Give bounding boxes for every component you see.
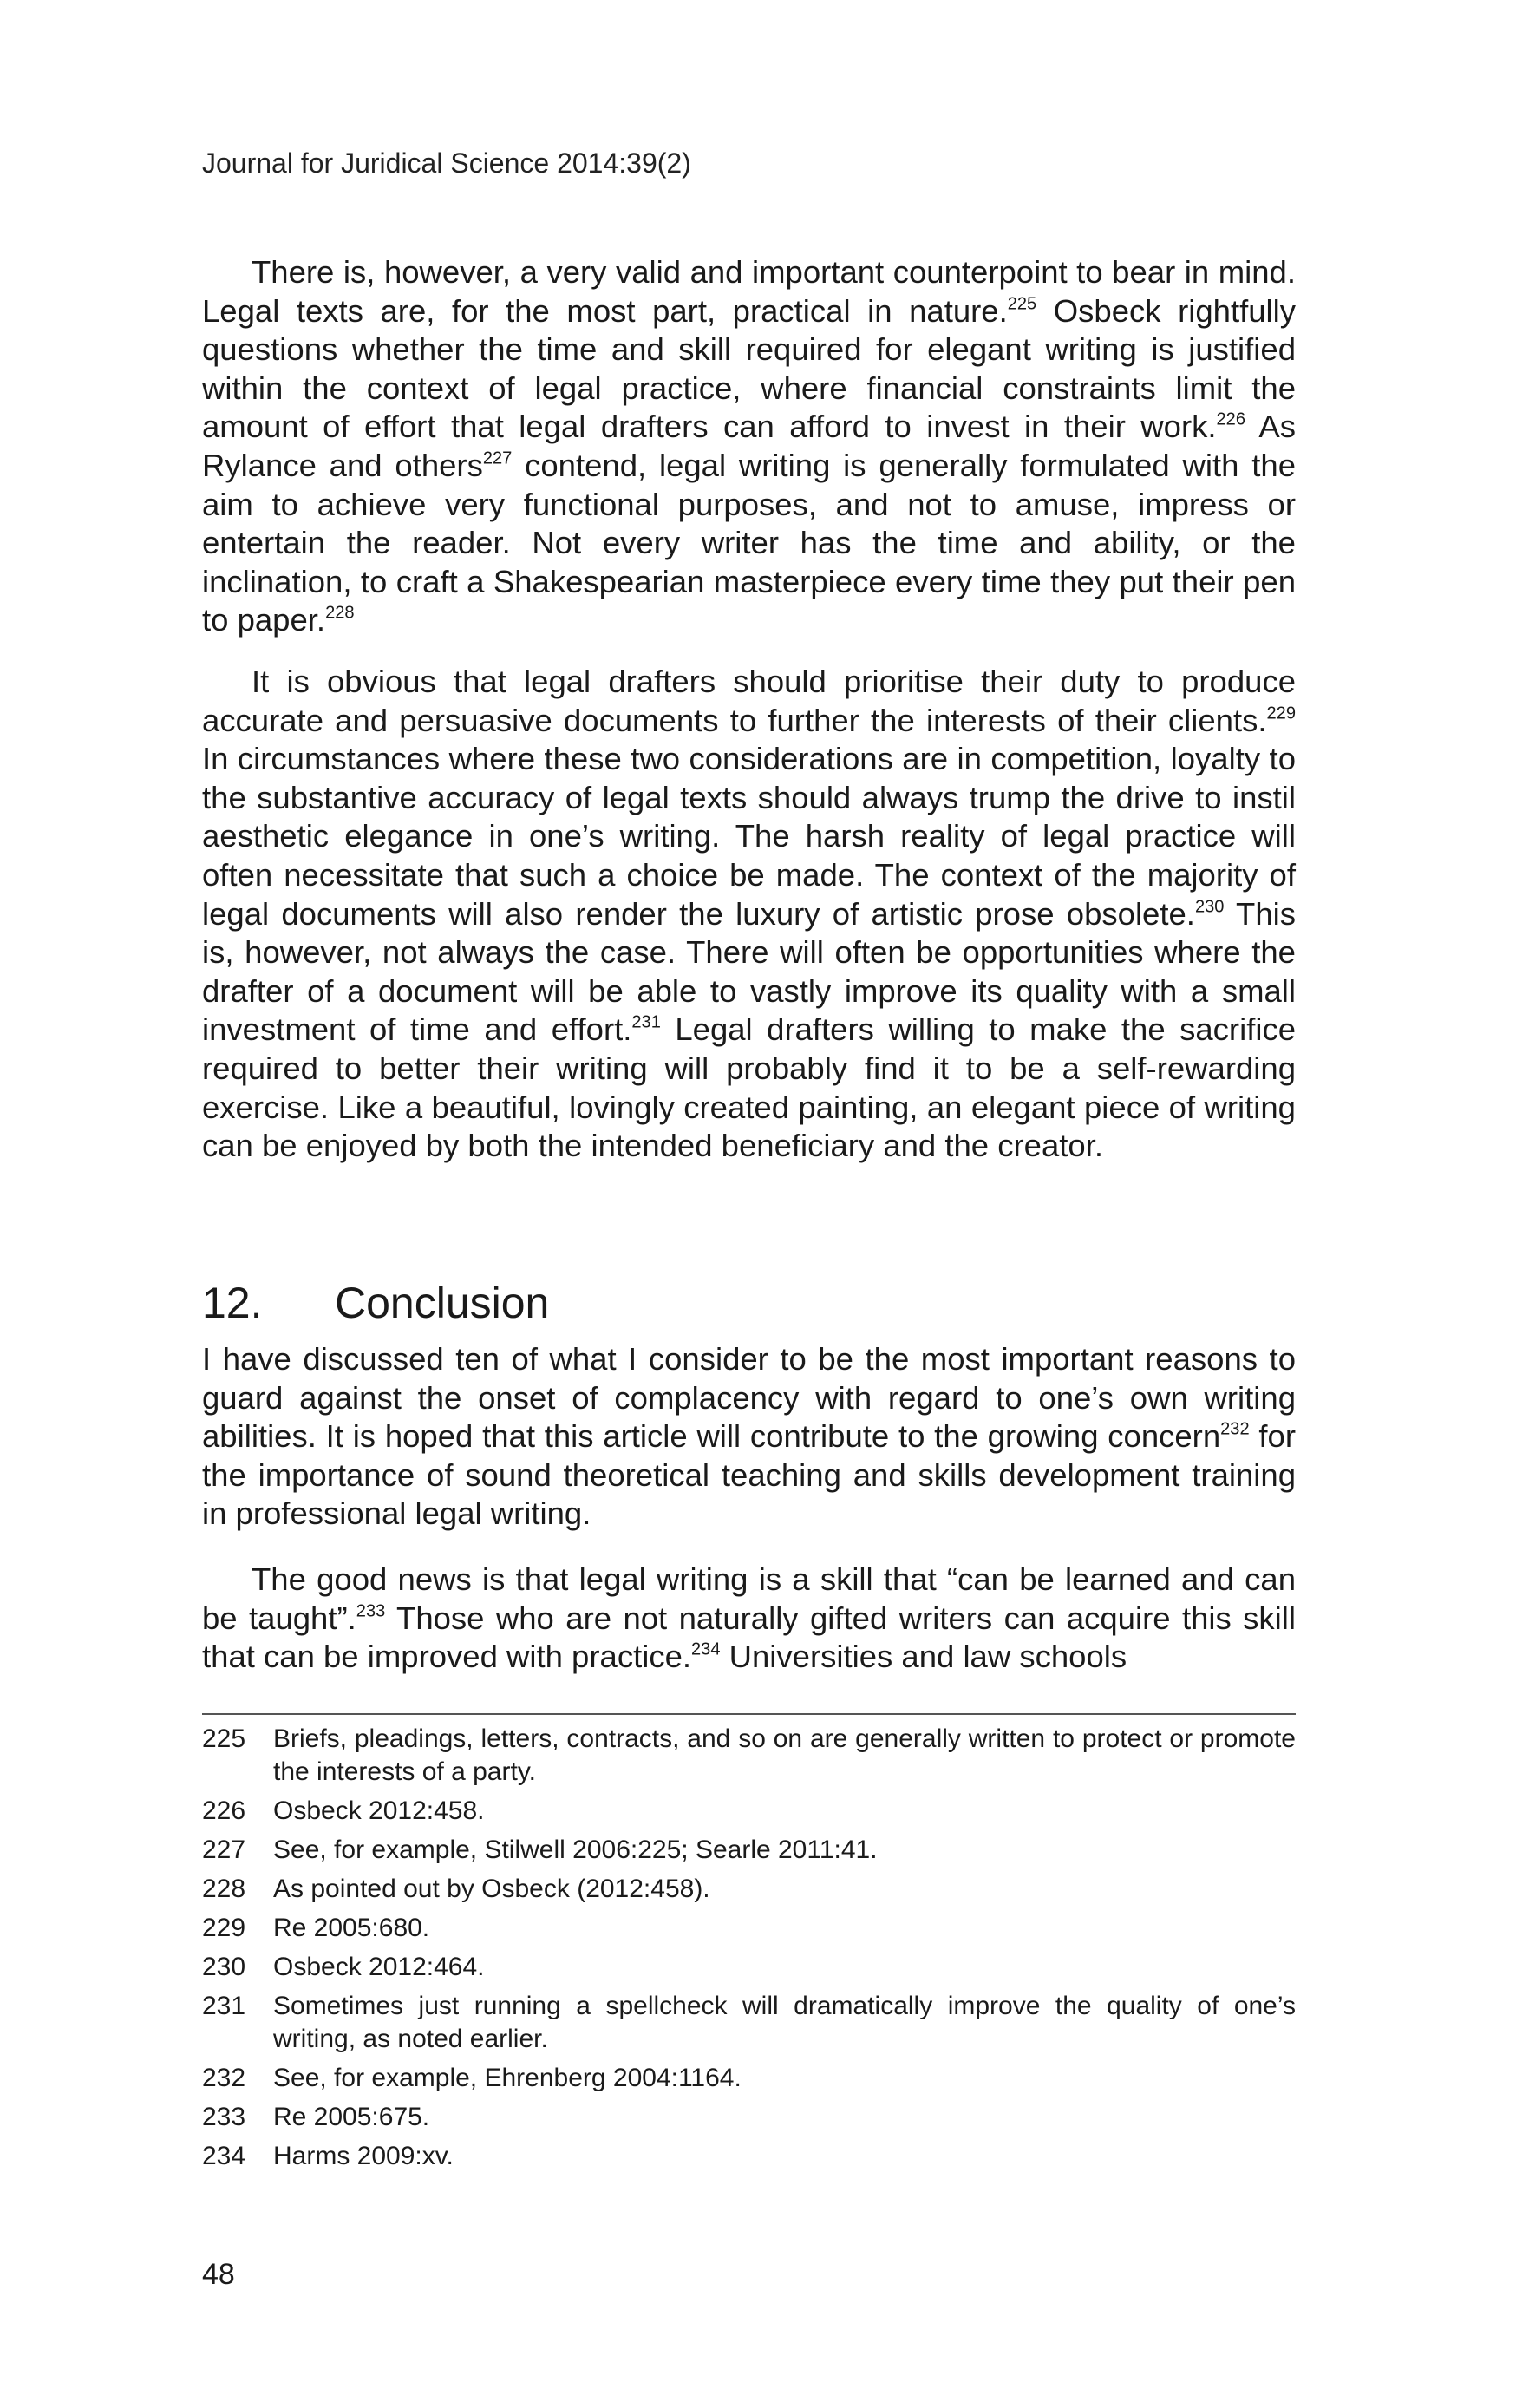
text-run: Universities and law schools <box>720 1639 1127 1675</box>
body-paragraph <box>202 663 1296 1166</box>
body-paragraph <box>202 1340 1296 1534</box>
section-heading <box>202 1277 549 1329</box>
footnote-divider <box>202 1713 1296 1715</box>
footnote-text: See, for example, Ehrenberg 2004:1164. <box>273 2064 742 2092</box>
text-run: Osbeck rightfully questions whether the time and skill required for elegant writing is justified within the context of legal practice, where financial constraints limit the amount of effort that legal drafters can afford to invest in their work. <box>202 292 1296 445</box>
text-run: It is obvious that legal drafters should prioritise their duty to produce accurate and persuasive documents to further the interests of their clients. <box>202 664 1296 738</box>
footnote-ref[interactable]: 232 <box>1220 1419 1250 1439</box>
footnote-number: 229 <box>202 1914 246 1942</box>
text-run: I have discussed ten of what I consider to be the most important reasons to guard against the onset of complacency with regard to one’s own writing abilities. It is hoped that this article will contribute to the growing concern <box>202 1341 1296 1455</box>
footnotes-list <box>202 1723 1296 2179</box>
footnote-ref[interactable]: 226 <box>1216 409 1245 429</box>
footnote-text: Re 2005:675. <box>273 2103 430 2131</box>
text-run: The good news is that legal writing is a skill that “can be learned and can be taught”. <box>202 1561 1296 1636</box>
footnote-item <box>202 1795 1296 1828</box>
section-title: Conclusion <box>335 1279 550 1327</box>
footnote-ref[interactable]: 234 <box>691 1639 721 1659</box>
footnote-item <box>202 2062 1296 2095</box>
text-run: In circumstances where these two considerations are in competition, loyalty to the substantive accuracy of legal texts should always trump the drive to instil aesthetic elegance in one’s writing. The harsh reality of legal practice will often necessitate that such a choice be made. The context of the majority of legal documents will also render the luxury of artistic prose obsolete. <box>202 741 1296 932</box>
text-run: contend, legal writing is generally formulated with the aim to achieve very functional purposes, and not to amuse, impress or entertain the reader. Not every writer has the time and ability, or the inclination, to craft a Shakespearian masterpiece every time they put their pen to paper. <box>202 447 1297 638</box>
footnote-item <box>202 2140 1296 2173</box>
paragraph-text <box>202 253 1296 640</box>
footnote-ref[interactable]: 231 <box>631 1012 661 1032</box>
footnote-item <box>202 2101 1296 2134</box>
text-run: Those who are not naturally gifted writers can acquire this skill that can be improved with practice. <box>202 1600 1296 1675</box>
footnote-text: Re 2005:680. <box>273 1914 430 1942</box>
footnote-item <box>202 1951 1296 1984</box>
footnote-item <box>202 1873 1296 1906</box>
footnote-ref[interactable]: 233 <box>356 1601 386 1621</box>
footnote-ref[interactable]: 229 <box>1266 703 1296 723</box>
section-number: 12. <box>202 1279 263 1327</box>
footnote-item <box>202 1990 1296 2056</box>
body-paragraph <box>202 253 1296 640</box>
footnote-number: 228 <box>202 1875 246 1903</box>
footnote-ref[interactable]: 225 <box>1007 294 1037 314</box>
footnote-number: 231 <box>202 1992 246 2020</box>
footnote-text: Osbeck 2012:464. <box>273 1953 485 1981</box>
text-run: for the importance of sound theoretical teaching and skills development training in professional legal writing. <box>202 1418 1296 1532</box>
text-run: This is, however, not always the case. There will often be opportunities where the drafter of a document will be able to vastly improve its quality with a small investment of time and effort. <box>202 895 1297 1048</box>
footnote-text: Briefs, pleadings, letters, contracts, and so on are generally written to protect or promote the interests of a party. <box>273 1724 1296 1786</box>
footnote-text: Osbeck 2012:458. <box>273 1796 485 1825</box>
footnote-text: Sometimes just running a spellcheck will dramatically improve the quality of one’s writing, as noted earlier. <box>273 1992 1296 2053</box>
footnote-item <box>202 1834 1296 1867</box>
footnote-ref[interactable]: 230 <box>1194 897 1225 917</box>
footnote-number: 233 <box>202 2103 246 2131</box>
footnote-item <box>202 1723 1296 1789</box>
paragraph-text <box>202 1561 1296 1677</box>
footnote-number: 225 <box>202 1724 246 1753</box>
footnote-number: 226 <box>202 1796 246 1825</box>
footnote-number: 232 <box>202 2064 246 2092</box>
text-run: Legal drafters willing to make the sacrifice required to better their writing will probably find it to be a self-rewarding exercise. Like a beautiful, lovingly created painting, an elegant piece of writing can be enjoyed by both the intended beneficiary and the creator. <box>202 1011 1296 1164</box>
footnote-ref[interactable]: 228 <box>325 603 355 623</box>
footnote-item <box>202 1912 1296 1945</box>
paragraph-text <box>202 663 1296 1166</box>
footnote-number: 227 <box>202 1835 246 1864</box>
paragraph-text <box>202 1340 1296 1534</box>
text-run: There is, however, a very valid and important counterpoint to bear in mind. Legal texts are, for the most part, practical in nature. <box>202 254 1296 329</box>
footnote-ref[interactable]: 227 <box>482 448 513 468</box>
footnote-text: Harms 2009:xv. <box>273 2142 454 2170</box>
running-header: Journal for Juridical Science 2014:39(2) <box>202 147 691 179</box>
body-paragraph <box>202 1561 1296 1677</box>
footnote-text: See, for example, Stilwell 2006:225; Searle 2011:41. <box>273 1835 878 1864</box>
footnote-text: As pointed out by Osbeck (2012:458). <box>273 1875 710 1903</box>
text-run: As Rylance and others <box>202 409 1296 483</box>
page-number: 48 <box>202 2258 235 2291</box>
footnote-number: 230 <box>202 1953 246 1981</box>
footnote-number: 234 <box>202 2142 246 2170</box>
